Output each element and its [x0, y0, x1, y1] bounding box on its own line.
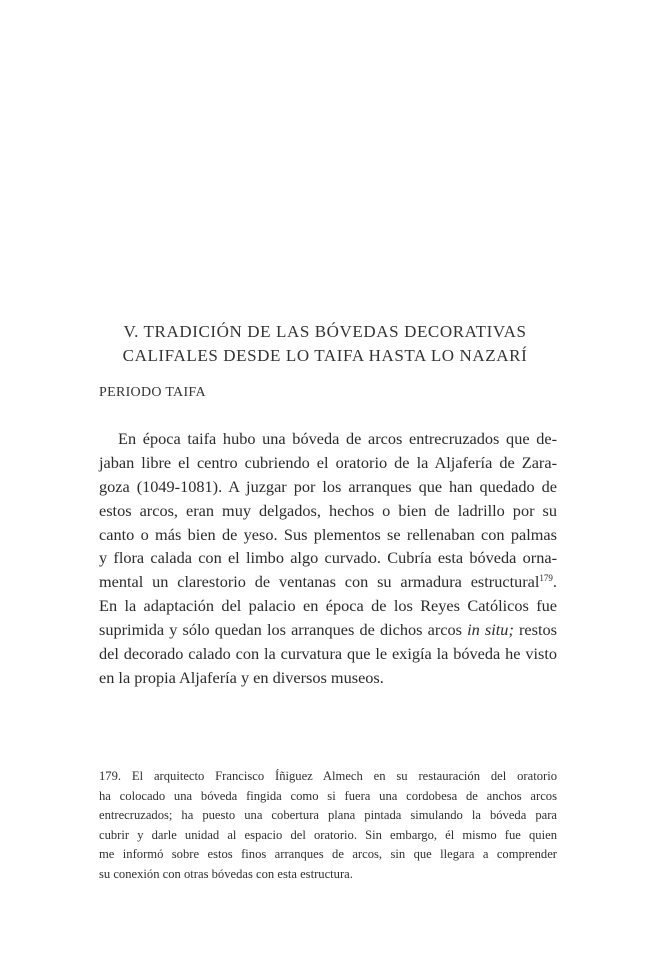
body-line-9-text: suprimida y sólo quedan los arranques de dichos arcos — [99, 620, 468, 640]
footnote-179 — [99, 767, 557, 885]
body-line-9 — [99, 618, 557, 642]
chapter-title — [96, 320, 554, 368]
body-line-6: y flora calada con el limbo algo curvado. Cubría esta bóveda orna- — [99, 548, 557, 568]
body-line-1: En época taifa hubo una bóveda de arcos entrecruzados que de- — [118, 429, 557, 448]
body-line-5: canto o más bien de yeso. Sus plementos se rellenaban con palmas — [99, 524, 557, 544]
footnote-line-5: me informó sobre estos finos arranques de arcos, sin que llegara a comprender — [99, 847, 557, 862]
body-line-9-tail: restos — [513, 620, 557, 640]
body-line-7 — [99, 570, 557, 594]
italic-phrase: in situ; — [467, 620, 514, 640]
body-line-7-period: . — [552, 572, 557, 592]
chapter-title-line-1: V. TRADICIÓN DE LAS BÓVEDAS DECORATIVAS — [123, 322, 527, 341]
body-line-2: jaban libre el centro cubriendo el oratorio de la Aljafería de Zara- — [99, 452, 557, 472]
footnote-reference[interactable]: 179 — [539, 573, 553, 584]
footnote-line-6: su conexión con otras bóvedas con esta estructura. — [99, 866, 353, 881]
body-line-3: goza (1049-1081). A juzgar por los arranques que han quedado de — [99, 476, 557, 496]
footnote-line-3: entrecruzados; ha puesto una cobertura plana pintada simulando la bóveda para — [99, 808, 557, 823]
chapter-title-line-2: CALIFALES DESDE LO TAIFA HASTA LO NAZARÍ — [122, 346, 528, 365]
body-line-8: En la adaptación del palacio en época de los Reyes Católicos fue — [99, 596, 557, 616]
body-line-4: estos arcos, eran muy delgados, hechos o bien de ladrillo por su — [99, 500, 557, 520]
footnote-line-1: 179. El arquitecto Francisco Íñiguez Almech en su restauración del oratorio — [99, 769, 557, 783]
body-line-10: del decorado calado con la curvatura que le exigía la bóveda he visto — [99, 644, 557, 664]
body-line-7-text: mental un clarestorio de ventanas con su armadura estructural — [99, 572, 540, 592]
body-paragraph — [99, 427, 557, 690]
body-line-11: en la propia Aljafería y en diversos museos. — [99, 667, 384, 687]
section-heading: PERIODO TAIFA — [99, 385, 206, 400]
footnote-line-2: ha colocado una bóveda fingida como si fuera una cordobesa de anchos arcos — [99, 788, 557, 803]
footnote-line-4: cubrir y darle unidad al espacio del oratorio. Sin embargo, él mismo fue quien — [99, 827, 557, 842]
